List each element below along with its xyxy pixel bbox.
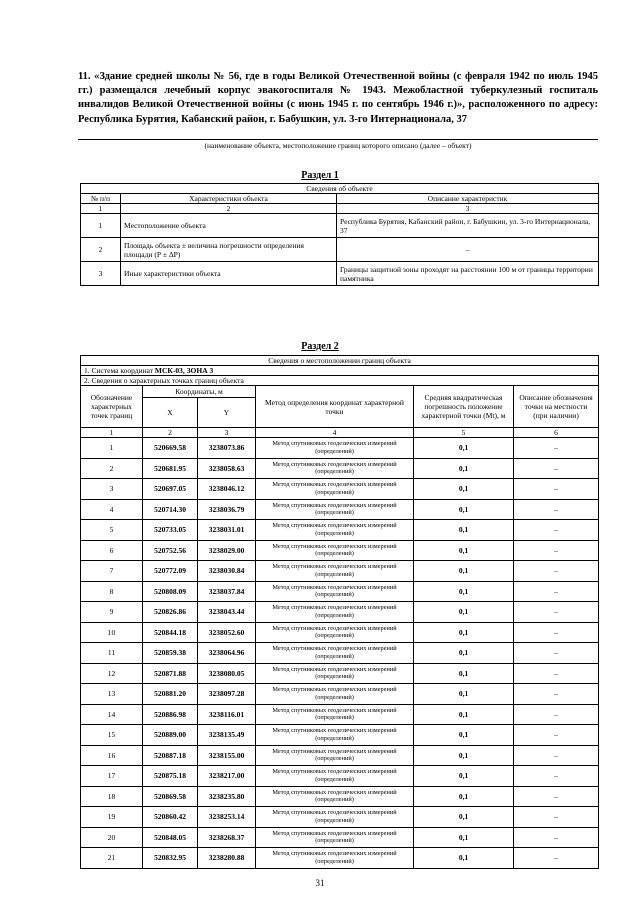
index-cell: 2 [143, 428, 198, 438]
coord-x: 520889.00 [143, 725, 198, 746]
point-description: – [514, 479, 599, 500]
method-cell: Метод спутниковых геодезических измерений (определений) [256, 479, 414, 500]
point-number: 18 [81, 786, 143, 807]
coord-x: 520887.18 [143, 745, 198, 766]
point-description: – [514, 602, 599, 623]
method-cell: Метод спутниковых геодезических измерений (определений) [256, 684, 414, 705]
coord-x: 520848.05 [143, 827, 198, 848]
accuracy-cell: 0,1 [414, 704, 514, 725]
accuracy-cell: 0,1 [414, 520, 514, 541]
method-cell: Метод спутниковых геодезических измерений (определений) [256, 663, 414, 684]
coord-x: 520697.05 [143, 479, 198, 500]
coord-x: 520869.58 [143, 786, 198, 807]
coord-y: 3238029.00 [198, 540, 256, 561]
characteristic-description: Границы защитной зоны проходят на расстоянии 100 м от границы территории памятника [337, 262, 599, 286]
accuracy-cell: 0,1 [414, 684, 514, 705]
col-coords-header: Координаты, м [143, 386, 256, 398]
accuracy-cell: 0,1 [414, 807, 514, 828]
accuracy-cell: 0,1 [414, 745, 514, 766]
point-description: – [514, 684, 599, 705]
col-num-header: № п/п [81, 194, 121, 204]
point-description: – [514, 622, 599, 643]
coord-y: 3238080.05 [198, 663, 256, 684]
coord-y: 3238030.84 [198, 561, 256, 582]
point-number: 6 [81, 540, 143, 561]
method-cell: Метод спутниковых геодезических измерений (определений) [256, 581, 414, 602]
characteristic-name: Местоположение объекта [121, 214, 337, 238]
table-row [81, 848, 599, 869]
method-cell: Метод спутниковых геодезических измерений (определений) [256, 745, 414, 766]
point-description: – [514, 807, 599, 828]
row-number: 1 [81, 214, 121, 238]
point-number: 15 [81, 725, 143, 746]
table-row [81, 704, 599, 725]
page-number: 31 [315, 878, 325, 888]
accuracy-cell: 0,1 [414, 786, 514, 807]
row-number: 3 [81, 262, 121, 286]
section2-header: Сведения о местоположении границ объекта [81, 356, 599, 366]
point-description: – [514, 499, 599, 520]
section1-table [80, 183, 599, 286]
coord-y: 3238052.60 [198, 622, 256, 643]
accuracy-cell: 0,1 [414, 499, 514, 520]
heading-caption: (наименование объекта, местоположение границ которого описано (далее – объект) [204, 141, 472, 150]
point-number: 13 [81, 684, 143, 705]
index-cell: 2 [121, 204, 337, 214]
coord-x: 520733.05 [143, 520, 198, 541]
coord-y: 3238043.44 [198, 602, 256, 623]
method-cell: Метод спутниковых геодезических измерений (определений) [256, 766, 414, 787]
col-char-header: Характеристики объекта [121, 194, 337, 204]
accuracy-cell: 0,1 [414, 540, 514, 561]
point-description: – [514, 766, 599, 787]
section1-title: Раздел 1 [301, 170, 339, 181]
coord-x: 520860.42 [143, 807, 198, 828]
point-description: – [514, 520, 599, 541]
coord-x: 520844.18 [143, 622, 198, 643]
point-number: 21 [81, 848, 143, 869]
table-row [81, 684, 599, 705]
point-description: – [514, 704, 599, 725]
table-row [81, 458, 599, 479]
section2-title: Раздел 2 [301, 341, 339, 352]
point-number: 17 [81, 766, 143, 787]
table-row [81, 827, 599, 848]
table-row [81, 540, 599, 561]
coord-y: 3238155.00 [198, 745, 256, 766]
accuracy-cell: 0,1 [414, 458, 514, 479]
col-desc-header: Описание характеристик [337, 194, 599, 204]
method-cell: Метод спутниковых геодезических измерений (определений) [256, 807, 414, 828]
index-cell: 6 [514, 428, 599, 438]
coord-x: 520826.86 [143, 602, 198, 623]
table-row [81, 520, 599, 541]
method-cell: Метод спутниковых геодезических измерений (определений) [256, 561, 414, 582]
index-cell: 3 [198, 428, 256, 438]
index-cell: 5 [414, 428, 514, 438]
col-point-header: Обозначение характерных точек границ [81, 386, 143, 428]
table-row [81, 581, 599, 602]
point-number: 3 [81, 479, 143, 500]
method-cell: Метод спутниковых геодезических измерений (определений) [256, 704, 414, 725]
coord-x: 520752.56 [143, 540, 198, 561]
table-row [81, 602, 599, 623]
index-cell: 1 [81, 428, 143, 438]
coord-x: 520859.38 [143, 643, 198, 664]
coord-y: 3238280.88 [198, 848, 256, 869]
point-description: – [514, 438, 599, 459]
index-cell: 1 [81, 204, 121, 214]
table-row [81, 663, 599, 684]
point-number: 8 [81, 581, 143, 602]
coord-y: 3238135.49 [198, 725, 256, 746]
table-row [81, 745, 599, 766]
coord-y: 3238217.00 [198, 766, 256, 787]
section2-table [80, 355, 599, 869]
accuracy-cell: 0,1 [414, 602, 514, 623]
method-cell: Метод спутниковых геодезических измерений (определений) [256, 725, 414, 746]
col-descr-header: Описание обозначения точки на местности (при наличии) [514, 386, 599, 428]
point-number: 1 [81, 438, 143, 459]
point-number: 4 [81, 499, 143, 520]
table-row [81, 499, 599, 520]
coord-y: 3238031.01 [198, 520, 256, 541]
method-cell: Метод спутниковых геодезических измерений (определений) [256, 848, 414, 869]
method-cell: Метод спутниковых геодезических измерений (определений) [256, 499, 414, 520]
accuracy-cell: 0,1 [414, 622, 514, 643]
accuracy-cell: 0,1 [414, 479, 514, 500]
coord-x: 520881.20 [143, 684, 198, 705]
coord-y: 3238116.01 [198, 704, 256, 725]
accuracy-cell: 0,1 [414, 643, 514, 664]
coord-y: 3238037.84 [198, 581, 256, 602]
col-accuracy-header: Средняя квадратическая погрешность положение характерной точки (Mt), м [414, 386, 514, 428]
characteristic-name: Иные характеристики объекта [121, 262, 337, 286]
row-number: 2 [81, 238, 121, 262]
accuracy-cell: 0,1 [414, 848, 514, 869]
method-cell: Метод спутниковых геодезических измерений (определений) [256, 458, 414, 479]
col-method-header: Метод определения координат характерной точки [256, 386, 414, 428]
point-description: – [514, 786, 599, 807]
coord-y: 3238058.63 [198, 458, 256, 479]
section1-header: Сведения об объекте [81, 184, 599, 194]
coord-x: 520669.58 [143, 438, 198, 459]
accuracy-cell: 0,1 [414, 438, 514, 459]
coord-y: 3238073.86 [198, 438, 256, 459]
characteristic-description: Республика Бурятия, Кабанский район, г. Бабушкин, ул. 3-го Интернационала, 37 [337, 214, 599, 238]
coord-y: 3238235.80 [198, 786, 256, 807]
point-description: – [514, 458, 599, 479]
method-cell: Метод спутниковых геодезических измерений (определений) [256, 786, 414, 807]
accuracy-cell: 0,1 [414, 766, 514, 787]
table-row [81, 561, 599, 582]
point-number: 9 [81, 602, 143, 623]
col-y-header: Y [198, 398, 256, 428]
point-number: 11 [81, 643, 143, 664]
table-row [81, 643, 599, 664]
accuracy-cell: 0,1 [414, 725, 514, 746]
coord-y: 3238036.79 [198, 499, 256, 520]
point-description: – [514, 643, 599, 664]
coord-x: 520886.98 [143, 704, 198, 725]
point-number: 20 [81, 827, 143, 848]
point-description: – [514, 561, 599, 582]
coord-x: 520832.95 [143, 848, 198, 869]
accuracy-cell: 0,1 [414, 827, 514, 848]
point-number: 7 [81, 561, 143, 582]
coord-y: 3238268.37 [198, 827, 256, 848]
coord-y: 3238064.96 [198, 643, 256, 664]
point-description: – [514, 663, 599, 684]
coord-y: 3238253.14 [198, 807, 256, 828]
point-number: 14 [81, 704, 143, 725]
coord-x: 520875.18 [143, 766, 198, 787]
method-cell: Метод спутниковых геодезических измерений (определений) [256, 540, 414, 561]
point-number: 19 [81, 807, 143, 828]
point-description: – [514, 725, 599, 746]
method-cell: Метод спутниковых геодезических измерений (определений) [256, 520, 414, 541]
characteristic-name: Площадь объекта ± величина погрешности определения площади (Р ± ΔР) [121, 238, 337, 262]
method-cell: Метод спутниковых геодезических измерений (определений) [256, 827, 414, 848]
point-description: – [514, 581, 599, 602]
coord-y: 3238046.12 [198, 479, 256, 500]
heading-underline [78, 139, 598, 140]
col-x-header: X [143, 398, 198, 428]
point-description: – [514, 827, 599, 848]
point-number: 16 [81, 745, 143, 766]
point-number: 2 [81, 458, 143, 479]
table-row [81, 766, 599, 787]
table-row [81, 262, 599, 286]
index-cell: 4 [256, 428, 414, 438]
table-row [81, 214, 599, 238]
table-row [81, 807, 599, 828]
point-description: – [514, 745, 599, 766]
table-row [81, 479, 599, 500]
method-cell: Метод спутниковых геодезических измерений (определений) [256, 622, 414, 643]
coord-system-row: 1. Система координат МСК-03, ЗОНА 3 [81, 366, 599, 376]
point-number: 12 [81, 663, 143, 684]
coord-y: 3238097.28 [198, 684, 256, 705]
method-cell: Метод спутниковых геодезических измерений (определений) [256, 602, 414, 623]
point-description: – [514, 540, 599, 561]
coord-system-value: МСК-03, ЗОНА 3 [154, 366, 214, 375]
accuracy-cell: 0,1 [414, 581, 514, 602]
coord-x: 520871.88 [143, 663, 198, 684]
point-number: 10 [81, 622, 143, 643]
point-number: 5 [81, 520, 143, 541]
index-cell: 3 [337, 204, 599, 214]
points-body [81, 438, 599, 869]
accuracy-cell: 0,1 [414, 663, 514, 684]
coord-x: 520808.09 [143, 581, 198, 602]
characteristic-description: – [337, 238, 599, 262]
object-heading: 11. «Здание средней школы № 56, где в годы Великой Отечественной войны (с февраля 1942 по июль 1945 гг.) размещался лечебный корпус эвакогоспиталя № 1943. Межобластной туберкулезный госпиталь инвалидов Великой Отечественной войны (с июнь 1945 г. по сентябрь 1946 г.)», расположенного по адресу: Республика Бурятия, Кабанский район, г. Бабушкин, ул. 3-го Интернационала, 37 [78, 71, 598, 125]
points-header: 2. Сведения о характерных точках границ объекта [81, 376, 599, 386]
coord-x: 520681.95 [143, 458, 198, 479]
coord-x: 520772.09 [143, 561, 198, 582]
table-row [81, 438, 599, 459]
method-cell: Метод спутниковых геодезических измерений (определений) [256, 643, 414, 664]
table-row [81, 725, 599, 746]
coord-x: 520714.30 [143, 499, 198, 520]
accuracy-cell: 0,1 [414, 561, 514, 582]
method-cell: Метод спутниковых геодезических измерений (определений) [256, 438, 414, 459]
table-row [81, 238, 599, 262]
point-description: – [514, 848, 599, 869]
table-row [81, 622, 599, 643]
table-row [81, 786, 599, 807]
